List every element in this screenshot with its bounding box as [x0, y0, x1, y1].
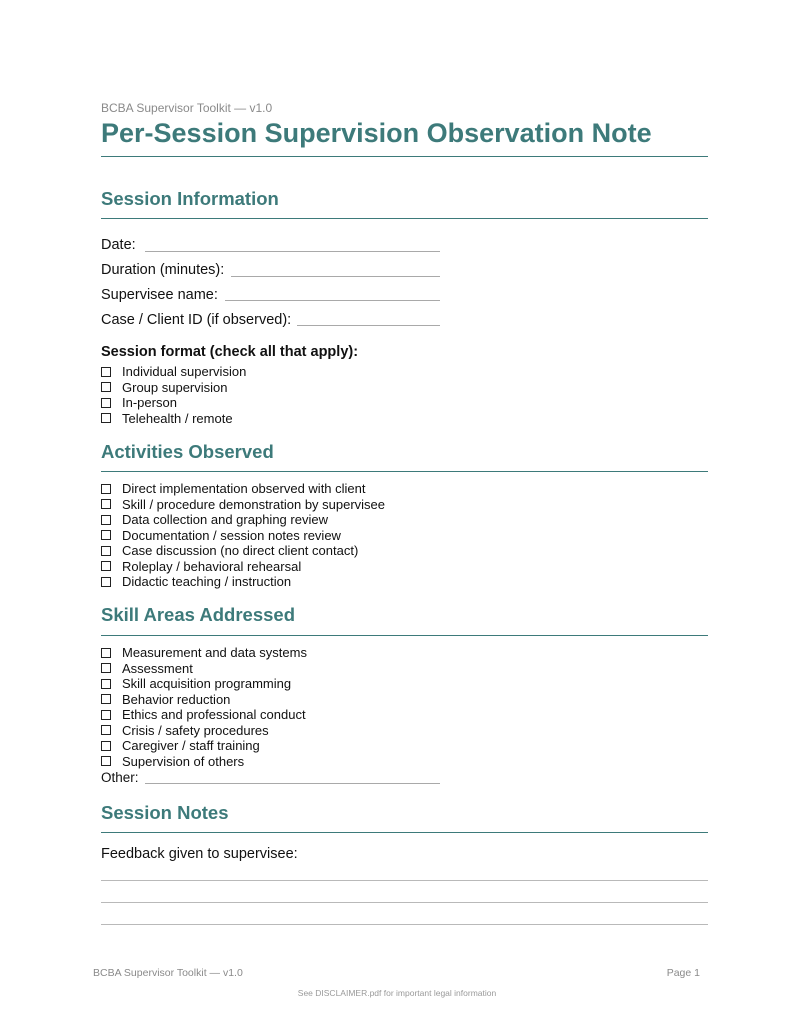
checkbox[interactable] — [101, 694, 111, 704]
checkbox[interactable] — [101, 725, 111, 735]
activities-list — [101, 481, 385, 590]
checkbox[interactable] — [101, 561, 111, 571]
checkbox-label: Skill / procedure demonstration by supervisee — [122, 496, 386, 512]
checkbox[interactable] — [101, 663, 111, 673]
page-number: Page 1 — [666, 967, 700, 979]
checkbox-item[interactable] — [101, 395, 246, 411]
supervisee-name-label: Supervisee name: — [101, 287, 218, 303]
section-title-session-notes: Session Notes — [101, 802, 229, 823]
title-divider — [101, 156, 708, 157]
checkbox-item[interactable] — [101, 754, 307, 770]
section-title-skill-areas: Skill Areas Addressed — [101, 604, 295, 625]
checkbox[interactable] — [101, 398, 111, 408]
footer-toolkit-label: BCBA Supervisor Toolkit — v1.0 — [93, 967, 243, 979]
checkbox-label: Case discussion (no direct client contact) — [122, 543, 359, 559]
other-label: Other: — [101, 770, 139, 785]
date-field[interactable] — [145, 251, 440, 252]
section-title-session-information: Session Information — [101, 188, 279, 209]
disclaimer-note: See DISCLAIMER.pdf for important legal information — [297, 988, 497, 998]
checkbox[interactable] — [101, 367, 111, 377]
checkbox-label: Assessment — [122, 660, 193, 676]
checkbox-item[interactable] — [101, 528, 385, 544]
feedback-line[interactable] — [101, 902, 708, 903]
session-format-heading: Session format (check all that apply): — [101, 344, 359, 360]
checkbox-item[interactable] — [101, 497, 385, 513]
other-field[interactable] — [145, 783, 440, 784]
checkbox-label: Individual supervision — [122, 364, 247, 380]
checkbox[interactable] — [101, 648, 111, 658]
checkbox[interactable] — [101, 413, 111, 423]
checkbox-label: Roleplay / behavioral rehearsal — [122, 558, 302, 574]
checkbox[interactable] — [101, 546, 111, 556]
checkbox-label: Measurement and data systems — [122, 645, 307, 661]
checkbox-label: Telehealth / remote — [122, 410, 233, 426]
toolkit-kicker: BCBA Supervisor Toolkit — v1.0 — [101, 101, 273, 115]
checkbox-item[interactable] — [101, 364, 246, 380]
session-format-list — [101, 364, 246, 426]
duration-label: Duration (minutes): — [101, 262, 225, 278]
checkbox-item[interactable] — [101, 574, 385, 590]
checkbox-label: Ethics and professional conduct — [122, 707, 306, 723]
checkbox[interactable] — [101, 499, 111, 509]
feedback-line[interactable] — [101, 880, 708, 881]
date-label: Date: — [101, 237, 136, 253]
checkbox-label: Behavior reduction — [122, 691, 231, 707]
checkbox-item[interactable] — [101, 738, 307, 754]
checkbox-label: In-person — [122, 395, 177, 411]
checkbox[interactable] — [101, 515, 111, 525]
checkbox[interactable] — [101, 530, 111, 540]
checkbox-item[interactable] — [101, 645, 307, 661]
checkbox-label: Skill acquisition programming — [122, 676, 292, 692]
duration-field[interactable] — [231, 276, 440, 277]
skill-areas-list — [101, 645, 307, 769]
feedback-label: Feedback given to supervisee: — [101, 846, 298, 862]
checkbox-label: Crisis / safety procedures — [122, 722, 269, 738]
checkbox-item[interactable] — [101, 559, 385, 575]
checkbox[interactable] — [101, 577, 111, 587]
document-title: Per-Session Supervision Observation Note — [101, 118, 652, 148]
section-divider — [101, 218, 708, 219]
section-divider — [101, 832, 708, 833]
section-divider — [101, 471, 708, 472]
checkbox-item[interactable] — [101, 676, 307, 692]
checkbox-label: Data collection and graphing review — [122, 512, 328, 528]
checkbox[interactable] — [101, 756, 111, 766]
checkbox-label: Caregiver / staff training — [122, 738, 260, 754]
checkbox-item[interactable] — [101, 512, 385, 528]
feedback-line[interactable] — [101, 924, 708, 925]
checkbox-label: Documentation / session notes review — [122, 527, 341, 543]
checkbox-item[interactable] — [101, 481, 385, 497]
checkbox-item[interactable] — [101, 723, 307, 739]
checkbox[interactable] — [101, 741, 111, 751]
client-id-label: Case / Client ID (if observed): — [101, 312, 292, 328]
checkbox-item[interactable] — [101, 411, 246, 427]
checkbox-item[interactable] — [101, 380, 246, 396]
checkbox-item[interactable] — [101, 543, 385, 559]
section-divider — [101, 635, 708, 636]
checkbox[interactable] — [101, 679, 111, 689]
checkbox[interactable] — [101, 710, 111, 720]
checkbox-label: Supervision of others — [122, 753, 245, 769]
checkbox-label: Direct implementation observed with client — [122, 481, 366, 497]
section-title-activities-observed: Activities Observed — [101, 441, 274, 462]
checkbox-item[interactable] — [101, 661, 307, 677]
checkbox-item[interactable] — [101, 692, 307, 708]
checkbox[interactable] — [101, 484, 111, 494]
checkbox-item[interactable] — [101, 707, 307, 723]
client-id-field[interactable] — [297, 325, 440, 326]
supervisee-name-field[interactable] — [225, 300, 440, 301]
checkbox-label: Didactic teaching / instruction — [122, 574, 292, 590]
checkbox-label: Group supervision — [122, 379, 228, 395]
checkbox[interactable] — [101, 382, 111, 392]
